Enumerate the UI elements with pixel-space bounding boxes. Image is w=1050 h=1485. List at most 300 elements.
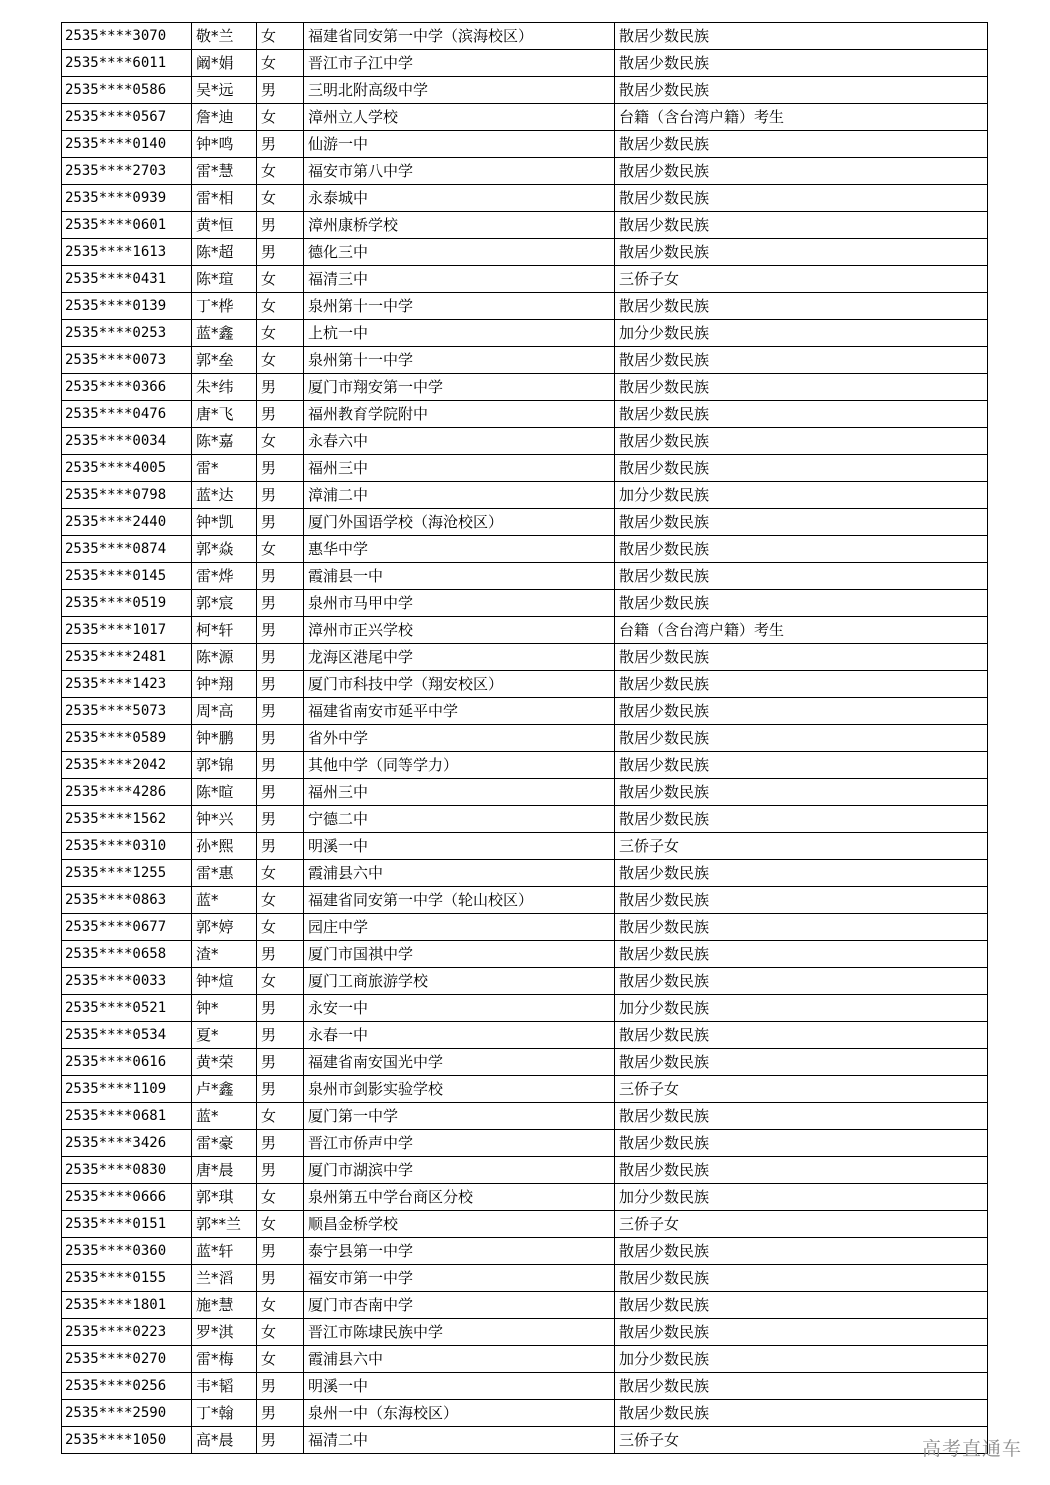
category-cell: 散居少数民族 bbox=[615, 1238, 988, 1265]
gender-cell: 男 bbox=[257, 833, 304, 860]
school-cell: 泉州市剑影实验学校 bbox=[304, 1076, 615, 1103]
table-row bbox=[62, 563, 988, 590]
name-cell: 韦*韬 bbox=[192, 1373, 257, 1400]
category-cell: 台籍（含台湾户籍）考生 bbox=[615, 617, 988, 644]
school-cell: 泉州市马甲中学 bbox=[304, 590, 615, 617]
name-cell: 丁*桦 bbox=[192, 293, 257, 320]
gender-cell: 男 bbox=[257, 1049, 304, 1076]
gender-cell: 女 bbox=[257, 860, 304, 887]
category-cell: 散居少数民族 bbox=[615, 455, 988, 482]
gender-cell: 男 bbox=[257, 212, 304, 239]
exam-id-cell: 2535****0519 bbox=[62, 590, 192, 617]
school-cell: 福建省同安第一中学（轮山校区） bbox=[304, 887, 615, 914]
gender-cell: 男 bbox=[257, 239, 304, 266]
table-row bbox=[62, 995, 988, 1022]
category-cell: 散居少数民族 bbox=[615, 185, 988, 212]
school-cell: 福建省同安第一中学（滨海校区） bbox=[304, 23, 615, 50]
school-cell: 宁德二中 bbox=[304, 806, 615, 833]
category-cell: 散居少数民族 bbox=[615, 1319, 988, 1346]
school-cell: 永安一中 bbox=[304, 995, 615, 1022]
school-cell: 霞浦县六中 bbox=[304, 860, 615, 887]
table-row bbox=[62, 968, 988, 995]
gender-cell: 女 bbox=[257, 347, 304, 374]
gender-cell: 男 bbox=[257, 1022, 304, 1049]
school-cell: 福州教育学院附中 bbox=[304, 401, 615, 428]
category-cell: 散居少数民族 bbox=[615, 1373, 988, 1400]
name-cell: 陈*源 bbox=[192, 644, 257, 671]
gender-cell: 女 bbox=[257, 887, 304, 914]
exam-id-cell: 2535****5073 bbox=[62, 698, 192, 725]
gender-cell: 男 bbox=[257, 1130, 304, 1157]
school-cell: 福州三中 bbox=[304, 779, 615, 806]
school-cell: 晋江市子江中学 bbox=[304, 50, 615, 77]
category-cell: 散居少数民族 bbox=[615, 23, 988, 50]
gender-cell: 男 bbox=[257, 590, 304, 617]
school-cell: 园庄中学 bbox=[304, 914, 615, 941]
gender-cell: 男 bbox=[257, 995, 304, 1022]
table-row bbox=[62, 77, 988, 104]
gender-cell: 女 bbox=[257, 158, 304, 185]
exam-id-cell: 2535****0586 bbox=[62, 77, 192, 104]
table-row bbox=[62, 1157, 988, 1184]
gender-cell: 男 bbox=[257, 1076, 304, 1103]
name-cell: 高*晨 bbox=[192, 1427, 257, 1454]
exam-id-cell: 2535****1562 bbox=[62, 806, 192, 833]
school-cell: 福安市第八中学 bbox=[304, 158, 615, 185]
exam-id-cell: 2535****0589 bbox=[62, 725, 192, 752]
category-cell: 散居少数民族 bbox=[615, 860, 988, 887]
name-cell: 唐*飞 bbox=[192, 401, 257, 428]
exam-id-cell: 2535****0681 bbox=[62, 1103, 192, 1130]
name-cell: 钟* bbox=[192, 995, 257, 1022]
name-cell: 钟*兴 bbox=[192, 806, 257, 833]
name-cell: 黄*恒 bbox=[192, 212, 257, 239]
gender-cell: 女 bbox=[257, 266, 304, 293]
table-row bbox=[62, 725, 988, 752]
school-cell: 厦门第一中学 bbox=[304, 1103, 615, 1130]
school-cell: 漳州立人学校 bbox=[304, 104, 615, 131]
table-row bbox=[62, 212, 988, 239]
name-cell: 阚*娟 bbox=[192, 50, 257, 77]
gender-cell: 男 bbox=[257, 374, 304, 401]
name-cell: 钟*煊 bbox=[192, 968, 257, 995]
school-cell: 厦门市国祺中学 bbox=[304, 941, 615, 968]
name-cell: 雷*豪 bbox=[192, 1130, 257, 1157]
school-cell: 龙海区港尾中学 bbox=[304, 644, 615, 671]
name-cell: 罗*淇 bbox=[192, 1319, 257, 1346]
gender-cell: 女 bbox=[257, 23, 304, 50]
name-cell: 朱*纬 bbox=[192, 374, 257, 401]
gender-cell: 男 bbox=[257, 563, 304, 590]
table-row bbox=[62, 239, 988, 266]
gender-cell: 男 bbox=[257, 1427, 304, 1454]
gender-cell: 男 bbox=[257, 131, 304, 158]
school-cell: 泉州第五中学台商区分校 bbox=[304, 1184, 615, 1211]
gender-cell: 男 bbox=[257, 752, 304, 779]
name-cell: 敬*兰 bbox=[192, 23, 257, 50]
gender-cell: 男 bbox=[257, 644, 304, 671]
gender-cell: 女 bbox=[257, 185, 304, 212]
table-row bbox=[62, 509, 988, 536]
school-cell: 福州三中 bbox=[304, 455, 615, 482]
gender-cell: 男 bbox=[257, 941, 304, 968]
school-cell: 惠华中学 bbox=[304, 536, 615, 563]
table-row bbox=[62, 131, 988, 158]
exam-id-cell: 2535****0145 bbox=[62, 563, 192, 590]
table-row bbox=[62, 1346, 988, 1373]
exam-id-cell: 2535****1255 bbox=[62, 860, 192, 887]
name-cell: 钟*鹏 bbox=[192, 725, 257, 752]
exam-id-cell: 2535****0521 bbox=[62, 995, 192, 1022]
school-cell: 福安市第一中学 bbox=[304, 1265, 615, 1292]
name-cell: 钟*凯 bbox=[192, 509, 257, 536]
school-cell: 明溪一中 bbox=[304, 833, 615, 860]
exam-id-cell: 2535****0223 bbox=[62, 1319, 192, 1346]
table-row bbox=[62, 1130, 988, 1157]
school-cell: 漳州康桥学校 bbox=[304, 212, 615, 239]
school-cell: 厦门市翔安第一中学 bbox=[304, 374, 615, 401]
category-cell: 散居少数民族 bbox=[615, 563, 988, 590]
category-cell: 散居少数民族 bbox=[615, 1292, 988, 1319]
table-row bbox=[62, 293, 988, 320]
gender-cell: 女 bbox=[257, 1319, 304, 1346]
exam-id-cell: 2535****0073 bbox=[62, 347, 192, 374]
school-cell: 晋江市侨声中学 bbox=[304, 1130, 615, 1157]
gender-cell: 女 bbox=[257, 1211, 304, 1238]
category-cell: 散居少数民族 bbox=[615, 914, 988, 941]
category-cell: 散居少数民族 bbox=[615, 374, 988, 401]
school-cell: 霞浦县一中 bbox=[304, 563, 615, 590]
gender-cell: 女 bbox=[257, 914, 304, 941]
category-cell: 加分少数民族 bbox=[615, 1346, 988, 1373]
category-cell: 散居少数民族 bbox=[615, 77, 988, 104]
name-cell: 郭*琪 bbox=[192, 1184, 257, 1211]
category-cell: 散居少数民族 bbox=[615, 401, 988, 428]
name-cell: 郭*婷 bbox=[192, 914, 257, 941]
table-row bbox=[62, 1265, 988, 1292]
category-cell: 散居少数民族 bbox=[615, 509, 988, 536]
category-cell: 散居少数民族 bbox=[615, 50, 988, 77]
exam-id-cell: 2535****0666 bbox=[62, 1184, 192, 1211]
exam-id-cell: 2535****0155 bbox=[62, 1265, 192, 1292]
table-row bbox=[62, 1211, 988, 1238]
table-row bbox=[62, 752, 988, 779]
gender-cell: 女 bbox=[257, 1292, 304, 1319]
school-cell: 福建省南安国光中学 bbox=[304, 1049, 615, 1076]
gender-cell: 女 bbox=[257, 1184, 304, 1211]
school-cell: 福清三中 bbox=[304, 266, 615, 293]
exam-id-cell: 2535****0360 bbox=[62, 1238, 192, 1265]
school-cell: 漳州市正兴学校 bbox=[304, 617, 615, 644]
exam-id-cell: 2535****0601 bbox=[62, 212, 192, 239]
exam-id-cell: 2535****0253 bbox=[62, 320, 192, 347]
table-row bbox=[62, 1238, 988, 1265]
exam-id-cell: 2535****1613 bbox=[62, 239, 192, 266]
table-row bbox=[62, 779, 988, 806]
table-row bbox=[62, 671, 988, 698]
exam-id-cell: 2535****0677 bbox=[62, 914, 192, 941]
roster-table bbox=[61, 22, 988, 1454]
exam-id-cell: 2535****0139 bbox=[62, 293, 192, 320]
exam-id-cell: 2535****2703 bbox=[62, 158, 192, 185]
school-cell: 德化三中 bbox=[304, 239, 615, 266]
exam-id-cell: 2535****0270 bbox=[62, 1346, 192, 1373]
category-cell: 散居少数民族 bbox=[615, 158, 988, 185]
gender-cell: 男 bbox=[257, 806, 304, 833]
table-row bbox=[62, 860, 988, 887]
name-cell: 雷*梅 bbox=[192, 1346, 257, 1373]
category-cell: 散居少数民族 bbox=[615, 806, 988, 833]
category-cell: 散居少数民族 bbox=[615, 698, 988, 725]
gender-cell: 男 bbox=[257, 77, 304, 104]
table-row bbox=[62, 1373, 988, 1400]
school-cell: 顺昌金桥学校 bbox=[304, 1211, 615, 1238]
school-cell: 永泰城中 bbox=[304, 185, 615, 212]
category-cell: 散居少数民族 bbox=[615, 590, 988, 617]
exam-id-cell: 2535****0939 bbox=[62, 185, 192, 212]
name-cell: 渣* bbox=[192, 941, 257, 968]
school-cell: 晋江市陈埭民族中学 bbox=[304, 1319, 615, 1346]
school-cell: 永春六中 bbox=[304, 428, 615, 455]
exam-id-cell: 2535****6011 bbox=[62, 50, 192, 77]
gender-cell: 女 bbox=[257, 50, 304, 77]
exam-id-cell: 2535****3070 bbox=[62, 23, 192, 50]
category-cell: 散居少数民族 bbox=[615, 1049, 988, 1076]
school-cell: 泉州一中（东海校区） bbox=[304, 1400, 615, 1427]
exam-id-cell: 2535****0431 bbox=[62, 266, 192, 293]
category-cell: 散居少数民族 bbox=[615, 752, 988, 779]
roster-body bbox=[62, 23, 988, 1454]
gender-cell: 女 bbox=[257, 104, 304, 131]
name-cell: 吴*远 bbox=[192, 77, 257, 104]
exam-id-cell: 2535****0366 bbox=[62, 374, 192, 401]
table-row bbox=[62, 590, 988, 617]
table-row bbox=[62, 1427, 988, 1454]
category-cell: 散居少数民族 bbox=[615, 347, 988, 374]
exam-id-cell: 2535****0658 bbox=[62, 941, 192, 968]
table-row bbox=[62, 698, 988, 725]
name-cell: 陈*暄 bbox=[192, 779, 257, 806]
exam-id-cell: 2535****0616 bbox=[62, 1049, 192, 1076]
gender-cell: 男 bbox=[257, 1238, 304, 1265]
gender-cell: 男 bbox=[257, 1400, 304, 1427]
gender-cell: 男 bbox=[257, 1265, 304, 1292]
table-row bbox=[62, 833, 988, 860]
exam-id-cell: 2535****0534 bbox=[62, 1022, 192, 1049]
table-row bbox=[62, 185, 988, 212]
school-cell: 其他中学（同等学力） bbox=[304, 752, 615, 779]
exam-id-cell: 2535****1050 bbox=[62, 1427, 192, 1454]
name-cell: 陈*瑄 bbox=[192, 266, 257, 293]
category-cell: 散居少数民族 bbox=[615, 941, 988, 968]
table-row bbox=[62, 23, 988, 50]
table-row bbox=[62, 1049, 988, 1076]
gender-cell: 女 bbox=[257, 293, 304, 320]
table-row bbox=[62, 482, 988, 509]
school-cell: 三明北附高级中学 bbox=[304, 77, 615, 104]
name-cell: 蓝*达 bbox=[192, 482, 257, 509]
exam-id-cell: 2535****1109 bbox=[62, 1076, 192, 1103]
exam-id-cell: 2535****0033 bbox=[62, 968, 192, 995]
gender-cell: 男 bbox=[257, 509, 304, 536]
table-row bbox=[62, 104, 988, 131]
gender-cell: 男 bbox=[257, 725, 304, 752]
name-cell: 詹*迪 bbox=[192, 104, 257, 131]
table-row bbox=[62, 644, 988, 671]
name-cell: 兰*滔 bbox=[192, 1265, 257, 1292]
table-row bbox=[62, 158, 988, 185]
school-cell: 漳浦二中 bbox=[304, 482, 615, 509]
exam-id-cell: 2535****2440 bbox=[62, 509, 192, 536]
exam-id-cell: 2535****0798 bbox=[62, 482, 192, 509]
name-cell: 蓝*轩 bbox=[192, 1238, 257, 1265]
gender-cell: 女 bbox=[257, 536, 304, 563]
category-cell: 散居少数民族 bbox=[615, 1022, 988, 1049]
school-cell: 明溪一中 bbox=[304, 1373, 615, 1400]
category-cell: 散居少数民族 bbox=[615, 671, 988, 698]
table-row bbox=[62, 347, 988, 374]
school-cell: 厦门市杏南中学 bbox=[304, 1292, 615, 1319]
gender-cell: 男 bbox=[257, 1373, 304, 1400]
name-cell: 郭**兰 bbox=[192, 1211, 257, 1238]
name-cell: 雷*慧 bbox=[192, 158, 257, 185]
school-cell: 泉州第十一中学 bbox=[304, 347, 615, 374]
table-row bbox=[62, 536, 988, 563]
category-cell: 加分少数民族 bbox=[615, 1184, 988, 1211]
category-cell: 台籍（含台湾户籍）考生 bbox=[615, 104, 988, 131]
exam-id-cell: 2535****0830 bbox=[62, 1157, 192, 1184]
name-cell: 丁*翰 bbox=[192, 1400, 257, 1427]
category-cell: 散居少数民族 bbox=[615, 239, 988, 266]
gender-cell: 男 bbox=[257, 401, 304, 428]
category-cell: 散居少数民族 bbox=[615, 644, 988, 671]
school-cell: 泰宁县第一中学 bbox=[304, 1238, 615, 1265]
exam-id-cell: 2535****0567 bbox=[62, 104, 192, 131]
exam-id-cell: 2535****2042 bbox=[62, 752, 192, 779]
category-cell: 三侨子女 bbox=[615, 833, 988, 860]
category-cell: 散居少数民族 bbox=[615, 1130, 988, 1157]
category-cell: 散居少数民族 bbox=[615, 1157, 988, 1184]
category-cell: 三侨子女 bbox=[615, 266, 988, 293]
exam-id-cell: 2535****0151 bbox=[62, 1211, 192, 1238]
exam-id-cell: 2535****4286 bbox=[62, 779, 192, 806]
gender-cell: 男 bbox=[257, 455, 304, 482]
school-cell: 永春一中 bbox=[304, 1022, 615, 1049]
name-cell: 唐*晨 bbox=[192, 1157, 257, 1184]
name-cell: 雷*惠 bbox=[192, 860, 257, 887]
category-cell: 散居少数民族 bbox=[615, 212, 988, 239]
table-row bbox=[62, 374, 988, 401]
exam-id-cell: 2535****1017 bbox=[62, 617, 192, 644]
category-cell: 散居少数民族 bbox=[615, 725, 988, 752]
school-cell: 霞浦县六中 bbox=[304, 1346, 615, 1373]
school-cell: 厦门市湖滨中学 bbox=[304, 1157, 615, 1184]
school-cell: 厦门外国语学校（海沧校区） bbox=[304, 509, 615, 536]
gender-cell: 女 bbox=[257, 320, 304, 347]
gender-cell: 女 bbox=[257, 1346, 304, 1373]
exam-id-cell: 2535****0034 bbox=[62, 428, 192, 455]
gender-cell: 男 bbox=[257, 698, 304, 725]
table-row bbox=[62, 806, 988, 833]
name-cell: 周*高 bbox=[192, 698, 257, 725]
name-cell: 郭*焱 bbox=[192, 536, 257, 563]
exam-id-cell: 2535****0310 bbox=[62, 833, 192, 860]
table-row bbox=[62, 617, 988, 644]
table-row bbox=[62, 1400, 988, 1427]
category-cell: 三侨子女 bbox=[615, 1427, 988, 1454]
table-row bbox=[62, 1022, 988, 1049]
gender-cell: 男 bbox=[257, 779, 304, 806]
category-cell: 加分少数民族 bbox=[615, 320, 988, 347]
table-row bbox=[62, 401, 988, 428]
gender-cell: 男 bbox=[257, 482, 304, 509]
name-cell: 黄*荣 bbox=[192, 1049, 257, 1076]
category-cell: 散居少数民族 bbox=[615, 1265, 988, 1292]
exam-id-cell: 2535****3426 bbox=[62, 1130, 192, 1157]
school-cell: 泉州第十一中学 bbox=[304, 293, 615, 320]
exam-id-cell: 2535****1801 bbox=[62, 1292, 192, 1319]
exam-id-cell: 2535****2481 bbox=[62, 644, 192, 671]
school-cell: 厦门工商旅游学校 bbox=[304, 968, 615, 995]
name-cell: 卢*鑫 bbox=[192, 1076, 257, 1103]
school-cell: 福清二中 bbox=[304, 1427, 615, 1454]
exam-id-cell: 2535****4005 bbox=[62, 455, 192, 482]
category-cell: 三侨子女 bbox=[615, 1211, 988, 1238]
table-row bbox=[62, 941, 988, 968]
table-row bbox=[62, 1103, 988, 1130]
gender-cell: 女 bbox=[257, 428, 304, 455]
table-row bbox=[62, 1292, 988, 1319]
table-row bbox=[62, 1184, 988, 1211]
category-cell: 三侨子女 bbox=[615, 1076, 988, 1103]
table-row bbox=[62, 887, 988, 914]
category-cell: 散居少数民族 bbox=[615, 428, 988, 455]
category-cell: 散居少数民族 bbox=[615, 536, 988, 563]
exam-id-cell: 2535****0476 bbox=[62, 401, 192, 428]
gender-cell: 女 bbox=[257, 968, 304, 995]
name-cell: 柯*轩 bbox=[192, 617, 257, 644]
name-cell: 雷*烨 bbox=[192, 563, 257, 590]
category-cell: 散居少数民族 bbox=[615, 779, 988, 806]
exam-id-cell: 2535****0256 bbox=[62, 1373, 192, 1400]
table-row bbox=[62, 266, 988, 293]
school-cell: 仙游一中 bbox=[304, 131, 615, 158]
category-cell: 散居少数民族 bbox=[615, 293, 988, 320]
name-cell: 雷* bbox=[192, 455, 257, 482]
exam-id-cell: 2535****0140 bbox=[62, 131, 192, 158]
name-cell: 蓝*鑫 bbox=[192, 320, 257, 347]
name-cell: 雷*相 bbox=[192, 185, 257, 212]
gender-cell: 男 bbox=[257, 671, 304, 698]
table-row bbox=[62, 320, 988, 347]
name-cell: 钟*鸣 bbox=[192, 131, 257, 158]
name-cell: 陈*嘉 bbox=[192, 428, 257, 455]
gender-cell: 男 bbox=[257, 1157, 304, 1184]
category-cell: 散居少数民族 bbox=[615, 1103, 988, 1130]
table-row bbox=[62, 914, 988, 941]
name-cell: 郭*垒 bbox=[192, 347, 257, 374]
name-cell: 陈*超 bbox=[192, 239, 257, 266]
school-cell: 福建省南安市延平中学 bbox=[304, 698, 615, 725]
school-cell: 省外中学 bbox=[304, 725, 615, 752]
name-cell: 郭*宸 bbox=[192, 590, 257, 617]
category-cell: 加分少数民族 bbox=[615, 482, 988, 509]
table-row bbox=[62, 428, 988, 455]
name-cell: 蓝* bbox=[192, 1103, 257, 1130]
name-cell: 施*慧 bbox=[192, 1292, 257, 1319]
exam-id-cell: 2535****0863 bbox=[62, 887, 192, 914]
watermark-text: 高考直通车 bbox=[921, 1438, 1022, 1460]
